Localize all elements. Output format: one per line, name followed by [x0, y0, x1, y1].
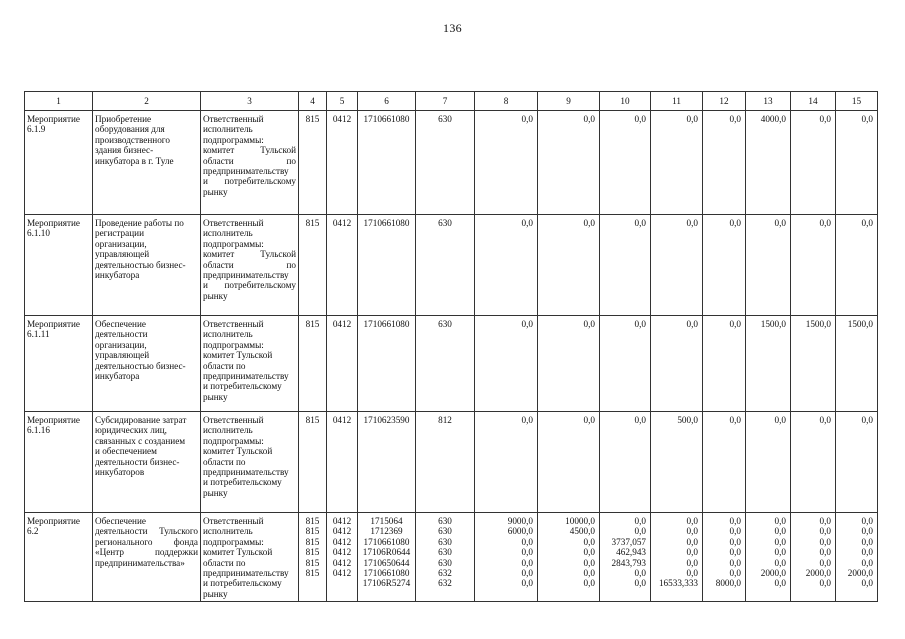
target-article-cell: 1710623590 — [358, 412, 416, 513]
value-cell: 1500,0 — [791, 316, 836, 412]
value-cell: 0,0 — [746, 215, 791, 316]
description-line: и обеспечением — [95, 446, 157, 457]
value-line: 0,0 — [583, 568, 595, 579]
value-cell: 0,0 — [836, 111, 878, 215]
description-line: регистрации — [95, 228, 144, 239]
expense-type-line: 630 — [438, 526, 452, 537]
value-line: 462,943 — [616, 547, 646, 558]
executor-line: рынку — [203, 290, 228, 301]
value-line: 0,0 — [686, 516, 698, 526]
description-line: инкубатора — [95, 371, 140, 382]
value-line: 0,0 — [819, 578, 831, 589]
value-cell: 0,0 — [538, 316, 600, 412]
value-cell: 0,0 — [836, 215, 878, 316]
table-row — [25, 215, 878, 316]
target-article-line: 1710661080 — [363, 568, 410, 579]
grbs-line: 815 — [305, 557, 320, 568]
event-line: Мероприятие — [27, 319, 80, 329]
value-line: 16533,333 — [658, 578, 698, 589]
header-cell: 11 — [651, 92, 703, 111]
value-line: 0,0 — [819, 557, 831, 568]
description-line: деятельности бизнес- — [95, 456, 180, 467]
section-cell: 0412 — [327, 215, 358, 316]
header-cell: 14 — [791, 92, 836, 111]
description-line: управляющей — [95, 350, 150, 361]
target-article-cell: 1710661080 — [358, 215, 416, 316]
value-line: 10000,0 — [565, 516, 595, 526]
value-cell: 0,0 — [703, 111, 746, 215]
executor-cell — [201, 412, 299, 513]
description-cell — [93, 111, 201, 215]
value-line: 6000,0 — [507, 526, 533, 537]
executor-line: и потребительскому — [203, 381, 282, 392]
grbs-line: 815 — [305, 526, 320, 537]
executor-line: подпрограммы: — [203, 339, 264, 350]
value-cell: 0,0 — [600, 111, 651, 215]
value-cell: 0,0 — [475, 412, 538, 513]
executor-line: и потребительскому — [203, 176, 296, 187]
value-cell: 0,0 — [538, 412, 600, 513]
value-line: 0,0 — [686, 526, 698, 537]
value-line: 0,0 — [861, 536, 873, 547]
value-cell: 0,0 — [538, 215, 600, 316]
target-article-line: 1715064 — [370, 516, 403, 526]
header-cell: 3 — [201, 92, 299, 111]
executor-line: подпрограммы: — [203, 238, 264, 249]
event-line: Мероприятие — [27, 516, 80, 526]
value-cell — [600, 513, 651, 602]
value-cell: 1500,0 — [746, 316, 791, 412]
executor-line: области по — [203, 259, 296, 270]
executor-line: Ответственный — [203, 114, 264, 124]
section-line: 0412 — [332, 516, 352, 526]
value-line: 0,0 — [729, 547, 741, 558]
event-cell — [25, 215, 93, 316]
value-cell — [746, 513, 791, 602]
header-cell: 9 — [538, 92, 600, 111]
description-line: инкубатора — [95, 270, 140, 281]
executor-line: предпринимательству — [203, 166, 289, 177]
value-line: 0,0 — [686, 568, 698, 579]
executor-line: комитет Тульской — [203, 547, 273, 558]
event-line: Мероприятие — [27, 114, 80, 124]
value-line: 3737,057 — [611, 536, 646, 547]
target-article-cell: 1710661080 — [358, 111, 416, 215]
executor-line: рынку — [203, 186, 228, 197]
value-cell: 1500,0 — [836, 316, 878, 412]
value-cell — [651, 513, 703, 602]
value-line: 0,0 — [729, 536, 741, 547]
event-line: 6.2 — [27, 526, 39, 537]
value-line: 0,0 — [729, 557, 741, 568]
expense-type-line: 630 — [438, 557, 452, 568]
executor-line: исполнитель — [203, 228, 253, 239]
value-cell: 500,0 — [651, 412, 703, 513]
executor-line: и потребительскому — [203, 578, 282, 589]
expense-type-line: 632 — [438, 578, 452, 589]
budget-table — [24, 91, 878, 602]
table-row — [25, 316, 878, 412]
description-cell — [93, 412, 201, 513]
description-line: деятельности — [95, 329, 148, 340]
grbs-line: 815 — [305, 516, 320, 526]
header-cell: 13 — [746, 92, 791, 111]
value-cell: 0,0 — [791, 412, 836, 513]
description-line: связанных с созданием — [95, 435, 186, 446]
executor-line: области по — [203, 155, 296, 166]
value-cell: 0,0 — [651, 316, 703, 412]
value-line: 0,0 — [521, 578, 533, 589]
value-cell — [475, 513, 538, 602]
value-line: 0,0 — [634, 568, 646, 579]
value-line: 0,0 — [861, 526, 873, 537]
executor-line: рынку — [203, 487, 228, 498]
value-line: 0,0 — [686, 557, 698, 568]
description-line: оборудования для — [95, 124, 165, 135]
event-cell — [25, 316, 93, 412]
section-cell: 0412 — [327, 111, 358, 215]
target-article-line: 1710650644 — [363, 557, 410, 568]
header-cell: 1 — [25, 92, 93, 111]
value-line: 0,0 — [634, 516, 646, 526]
value-cell: 0,0 — [475, 111, 538, 215]
value-line: 0,0 — [774, 557, 786, 568]
value-line: 0,0 — [634, 526, 646, 537]
value-line: 4500,0 — [569, 526, 595, 537]
header-cell: 10 — [600, 92, 651, 111]
table-row — [25, 412, 878, 513]
grbs-cell: 815 — [299, 111, 327, 215]
description-line: юридических лиц, — [95, 425, 167, 436]
table-header-row — [25, 92, 878, 111]
value-line: 0,0 — [861, 516, 873, 526]
value-cell: 4000,0 — [746, 111, 791, 215]
value-line: 0,0 — [861, 578, 873, 589]
section-line: 0412 — [332, 547, 352, 558]
value-cell: 0,0 — [703, 215, 746, 316]
value-line: 8000,0 — [715, 578, 741, 589]
expense-type-line: 630 — [438, 536, 452, 547]
value-line: 0,0 — [774, 526, 786, 537]
target-article-line: 1710661080 — [363, 536, 410, 547]
executor-line: комитет Тульской — [203, 145, 296, 156]
event-line: 6.1.9 — [27, 124, 46, 135]
description-line: инкубаторов — [95, 467, 145, 478]
executor-line: исполнитель — [203, 425, 253, 436]
value-cell: 0,0 — [791, 111, 836, 215]
value-cell — [836, 513, 878, 602]
expense-type-line: 630 — [438, 516, 452, 526]
executor-cell — [201, 111, 299, 215]
event-line: Мероприятие — [27, 218, 80, 228]
value-line: 0,0 — [819, 526, 831, 537]
value-cell: 0,0 — [475, 215, 538, 316]
executor-line: исполнитель — [203, 329, 253, 340]
value-cell — [791, 513, 836, 602]
executor-line: предпринимательству — [203, 467, 289, 478]
event-cell — [25, 412, 93, 513]
expense-type-cell: 630 — [416, 215, 475, 316]
section-line: 0412 — [332, 536, 352, 547]
value-line: 2000,0 — [847, 568, 873, 579]
grbs-line: 815 — [305, 536, 320, 547]
executor-line: комитет Тульской — [203, 249, 296, 260]
section-cell — [327, 513, 358, 602]
description-line: Обеспечение — [95, 319, 146, 329]
value-line: 0,0 — [583, 536, 595, 547]
value-line: 0,0 — [521, 547, 533, 558]
value-line: 0,0 — [774, 516, 786, 526]
executor-cell — [201, 215, 299, 316]
value-line: 0,0 — [774, 536, 786, 547]
header-cell: 12 — [703, 92, 746, 111]
value-line: 2843,793 — [611, 557, 646, 568]
value-line: 0,0 — [686, 547, 698, 558]
description-line: здания бизнес- — [95, 145, 154, 156]
table-row — [25, 513, 878, 602]
value-line: 0,0 — [819, 516, 831, 526]
value-line: 0,0 — [686, 536, 698, 547]
value-cell — [703, 513, 746, 602]
value-line: 0,0 — [861, 557, 873, 568]
executor-line: рынку — [203, 588, 228, 599]
executor-cell — [201, 513, 299, 602]
value-line: 0,0 — [819, 547, 831, 558]
target-article-line: 17106R0644 — [362, 547, 411, 558]
header-cell: 2 — [93, 92, 201, 111]
value-cell: 0,0 — [600, 316, 651, 412]
header-cell: 7 — [416, 92, 475, 111]
executor-line: области по — [203, 456, 246, 467]
value-cell: 0,0 — [836, 412, 878, 513]
executor-line: Ответственный — [203, 319, 264, 329]
description-line: Субсидирование затрат — [95, 415, 187, 425]
value-line: 9000,0 — [507, 516, 533, 526]
event-line: 6.1.16 — [27, 425, 50, 436]
value-cell: 0,0 — [600, 412, 651, 513]
executor-line: и потребительскому — [203, 477, 282, 488]
target-article-line: 1712369 — [370, 526, 403, 537]
expense-type-line: 632 — [438, 568, 452, 579]
executor-line: предпринимательству — [203, 568, 289, 579]
target-article-cell: 1710661080 — [358, 316, 416, 412]
value-cell: 0,0 — [791, 215, 836, 316]
description-line: «Центр поддержки — [95, 547, 198, 558]
executor-line: предпринимательству — [203, 270, 289, 281]
target-article-cell — [358, 513, 416, 602]
value-cell — [538, 513, 600, 602]
value-line: 0,0 — [583, 547, 595, 558]
executor-line: подпрограммы: — [203, 134, 264, 145]
target-article-line: 17106R5274 — [362, 578, 411, 589]
expense-type-line: 630 — [438, 547, 452, 558]
description-line: деятельностью бизнес- — [95, 360, 186, 371]
executor-line: области по — [203, 557, 246, 568]
value-line: 0,0 — [521, 557, 533, 568]
grbs-line: 815 — [305, 547, 320, 558]
executor-line: Ответственный — [203, 516, 264, 526]
value-line: 0,0 — [634, 578, 646, 589]
description-line: регионального фонда — [95, 536, 198, 547]
description-line: Проведение работы по — [95, 218, 184, 228]
value-line: 0,0 — [819, 536, 831, 547]
header-cell: 4 — [299, 92, 327, 111]
header-cell: 6 — [358, 92, 416, 111]
event-line: 6.1.10 — [27, 228, 50, 239]
value-cell: 0,0 — [703, 316, 746, 412]
executor-cell — [201, 316, 299, 412]
section-line: 0412 — [332, 526, 352, 537]
value-cell: 0,0 — [651, 215, 703, 316]
value-cell: 0,0 — [703, 412, 746, 513]
executor-line: рынку — [203, 391, 228, 402]
expense-type-cell: 630 — [416, 111, 475, 215]
grbs-cell: 815 — [299, 412, 327, 513]
grbs-cell — [299, 513, 327, 602]
value-line: 0,0 — [729, 568, 741, 579]
executor-line: Ответственный — [203, 218, 264, 228]
section-line: 0412 — [332, 557, 352, 568]
value-cell: 0,0 — [600, 215, 651, 316]
section-cell: 0412 — [327, 412, 358, 513]
description-cell — [93, 316, 201, 412]
description-line: Обеспечение — [95, 516, 146, 526]
table-row — [25, 111, 878, 215]
value-cell: 0,0 — [538, 111, 600, 215]
section-line: 0412 — [332, 568, 352, 579]
value-line: 0,0 — [774, 547, 786, 558]
event-cell — [25, 513, 93, 602]
description-line: деятельностью бизнес- — [95, 259, 186, 270]
description-line: управляющей — [95, 249, 150, 260]
executor-line: предпринимательству — [203, 371, 289, 382]
value-line: 0,0 — [583, 578, 595, 589]
header-cell: 5 — [327, 92, 358, 111]
executor-line: и потребительскому — [203, 280, 296, 291]
grbs-cell: 815 — [299, 316, 327, 412]
value-line: 0,0 — [729, 526, 741, 537]
description-line: деятельности Тульского — [95, 526, 198, 537]
expense-type-cell: 812 — [416, 412, 475, 513]
value-line: 0,0 — [521, 536, 533, 547]
value-line: 0,0 — [861, 547, 873, 558]
executor-line: подпрограммы: — [203, 435, 264, 446]
description-line: предпринимательства» — [95, 557, 185, 568]
value-cell: 0,0 — [475, 316, 538, 412]
event-line: 6.1.11 — [27, 329, 50, 340]
value-cell: 0,0 — [746, 412, 791, 513]
value-line: 0,0 — [583, 557, 595, 568]
value-line: 2000,0 — [805, 568, 831, 579]
event-cell — [25, 111, 93, 215]
executor-line: комитет Тульской — [203, 446, 273, 457]
executor-line: области по — [203, 360, 246, 371]
grbs-line: 815 — [305, 568, 320, 579]
value-line: 0,0 — [774, 578, 786, 589]
executor-line: комитет Тульской — [203, 350, 273, 361]
value-cell: 0,0 — [651, 111, 703, 215]
grbs-cell: 815 — [299, 215, 327, 316]
description-line: Приобретение — [95, 114, 152, 124]
page-number: 136 — [443, 21, 462, 35]
value-line: 0,0 — [729, 516, 741, 526]
description-line: организации, — [95, 339, 147, 350]
expense-type-cell: 630 — [416, 316, 475, 412]
executor-line: Ответственный — [203, 415, 264, 425]
event-line: Мероприятие — [27, 415, 80, 425]
description-line: инкубатора в г. Туле — [95, 155, 174, 166]
value-line: 0,0 — [521, 568, 533, 579]
header-cell: 8 — [475, 92, 538, 111]
value-line: 2000,0 — [760, 568, 786, 579]
executor-line: исполнитель — [203, 526, 253, 537]
description-cell — [93, 513, 201, 602]
description-cell — [93, 215, 201, 316]
section-cell: 0412 — [327, 316, 358, 412]
header-cell: 15 — [836, 92, 878, 111]
executor-line: исполнитель — [203, 124, 253, 135]
executor-line: подпрограммы: — [203, 536, 264, 547]
description-line: организации, — [95, 238, 147, 249]
description-line: производственного — [95, 134, 170, 145]
expense-type-cell — [416, 513, 475, 602]
